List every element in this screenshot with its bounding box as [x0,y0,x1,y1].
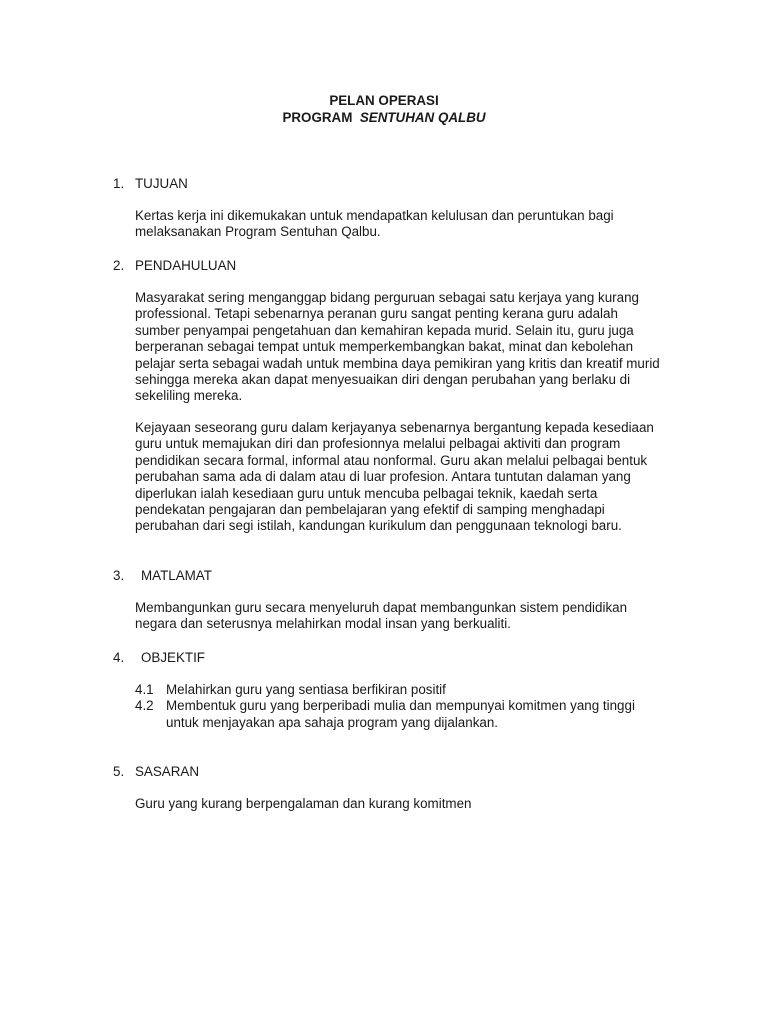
list-item-number: 4.2 [135,698,154,714]
section-number: 4. [113,650,125,665]
section-title: TUJUAN [135,176,188,191]
title-line-2 [0,109,768,126]
paragraph-line: guru untuk memajukan diri dan profesionnya melalui pelbagai aktiviti dan program [135,436,621,452]
section-title: SASARAN [135,764,199,779]
paragraph-line: melaksanakan Program Sentuhan Qalbu. [135,224,381,240]
list-item [135,698,695,731]
paragraph-line: pendekatan pengajaran dan pembelajaran yang efektif di samping menghadapi [135,502,605,518]
list-item [135,682,695,698]
paragraph-line: perubahan dari segi istilah, kandungan kurikulum dan penggunaan teknologi baru. [135,518,622,534]
list-item-text: Melahirkan guru yang sentiasa berfikiran positif [166,682,446,697]
list-item-text: untuk menjayakan apa sahaja program yang dijalankan. [166,714,499,730]
paragraph-line: sekeliling mereka. [135,388,243,404]
section-heading-pendahuluan [113,258,236,274]
section-heading-tujuan [113,176,188,192]
paragraph-line: pendidikan secara formal, informal atau nonformal. Guru akan melalui pelbagai bentuk [135,452,648,468]
objektif-list [135,682,695,731]
title-line-1: PELAN OPERASI [329,93,439,108]
section-number: 2. [113,258,125,273]
paragraph-line: Kertas kerja ini dikemukakan untuk mendapatkan kelulusan dan peruntukan bagi [135,208,614,223]
title-prefix: PROGRAM [282,110,353,125]
paragraph-line: pelajar serta sebagai wadah untuk membina daya pemikiran yang kritis dan kreatif murid [135,355,660,371]
section-number: 3. [113,568,125,583]
section-heading-objektif [113,650,205,666]
paragraph-line: sumber penyampai pengetahuan dan kemahiran kepada murid. Selain itu, guru juga [135,322,634,338]
paragraph-pendahuluan-2 [135,420,695,535]
paragraph-line: berperanan sebagai tempat untuk memperkembangkan bakat, minat dan kebolehan [135,339,634,355]
list-item-number: 4.1 [135,682,154,697]
paragraph-line: diperlukan ialah kesediaan guru untuk mencuba pelbagai teknik, kaedah serta [135,485,598,501]
paragraph-sasaran [135,796,695,812]
paragraph-matlamat [135,600,695,633]
paragraph-line: professional. Tetapi sebenarnya peranan guru sangat penting kerana guru adalah [135,306,618,322]
paragraph-line: Kejayaan seseorang guru dalam kerjayanya sebenarnya bergantung kepada kesediaan [135,420,654,435]
paragraph-line: sehingga mereka akan dapat menyesuaikan diri dengan perubahan yang berlaku di [135,372,631,388]
paragraph-line: perubahan sama ada di dalam atau di luar profesion. Antara tuntutan dalaman yang [135,469,631,485]
paragraph-pendahuluan-1 [135,290,695,405]
section-number: 5. [113,764,125,779]
paragraph-line: negara dan seterusnya melahirkan modal insan yang berkualiti. [135,616,511,632]
section-heading-sasaran [113,764,199,780]
paragraph-tujuan [135,208,695,241]
section-title: PENDAHULUAN [135,258,237,273]
paragraph-line: Masyarakat sering menganggap bidang perguruan sebagai satu kerjaya yang kurang [135,290,639,305]
section-title: OBJEKTIF [141,650,205,665]
section-title: MATLAMAT [141,568,212,583]
section-heading-matlamat [113,568,212,584]
paragraph-line: Guru yang kurang berpengalaman dan kurang komitmen [135,796,472,811]
document-title [0,92,768,126]
title-program-name: SENTUHAN QALBU [359,110,486,125]
list-item-text: Membentuk guru yang berperibadi mulia dan mempunyai komitmen yang tinggi [166,698,635,714]
paragraph-line: Membangunkan guru secara menyeluruh dapat membangunkan sistem pendidikan [135,600,628,615]
section-number: 1. [113,176,125,191]
